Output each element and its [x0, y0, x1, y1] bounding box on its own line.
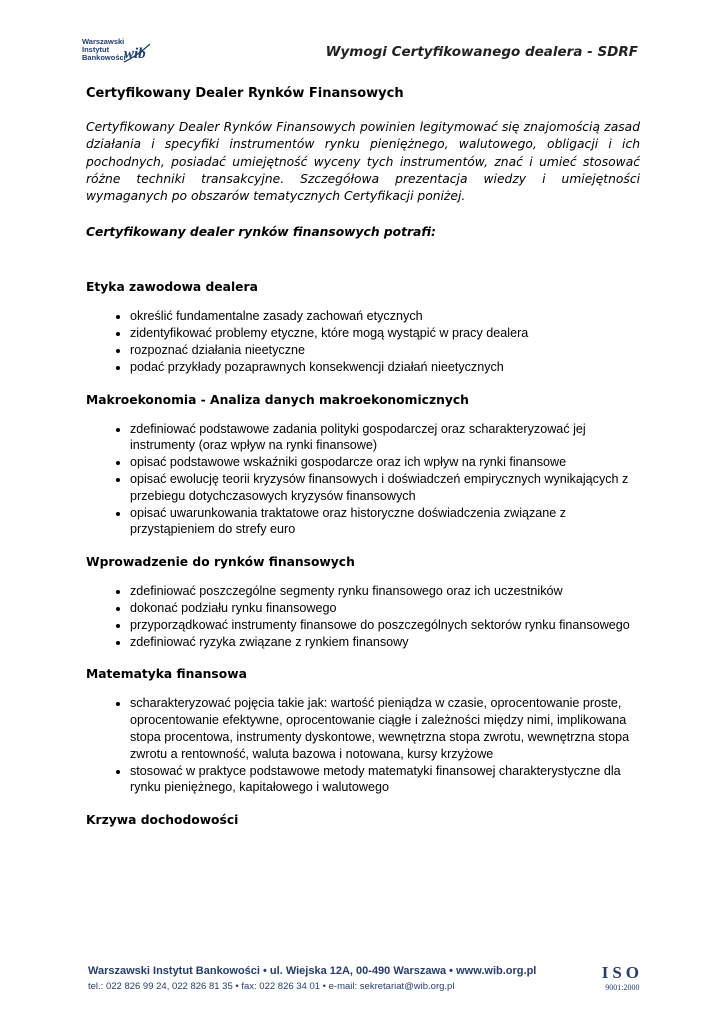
bullet-list [86, 421, 640, 539]
section-title: Etyka zawodowa dealera [86, 280, 258, 295]
logo-text [82, 38, 126, 62]
svg-text:wib: wib [124, 46, 146, 62]
iso-badge [602, 963, 643, 992]
footer-address: Warszawski Instytut Bankowości • ul. Wiejska 12A, 00-490 Warszawa • www.wib.org.pl [88, 965, 537, 977]
bullet-list [86, 695, 640, 796]
sections [86, 280, 640, 827]
section-title: Makroekonomia - Analiza danych makroekonomicznych [86, 392, 469, 407]
list-item: • dokonać podziału rynku finansowego [130, 600, 640, 617]
section-title: Krzywa dochodowości [86, 813, 239, 828]
iso-code: 9001:2000 [605, 983, 640, 992]
section-title: Matematyka finansowa [86, 667, 247, 682]
logo-line: Bankowości [82, 53, 126, 62]
list-item: • zdefiniować podstawowe zadania polityki gospodarczej oraz scharakteryzować jej instrumenty (oraz wpływ na rynki finansowe) [130, 421, 640, 455]
list-item: • zdefiniować poszczególne segmenty rynku finansowego oraz ich uczestników [130, 583, 640, 600]
list-item: • stosować w praktyce podstawowe metody matematyki finansowej charakterystyczne dla rynku pieniężnego, kapitałowego i walutowego [130, 763, 640, 797]
list-item: • opisać ewolucję teorii kryzysów finansowych i doświadczeń empirycznych wynikających z przebiegu dotychczasowych kryzysów finansowych [130, 471, 640, 505]
bullet-list [86, 308, 640, 375]
footer-contact: tel.: 022 826 99 24, 022 826 81 35 • fax: 022 826 34 01 • e-mail: sekretariat@wib.org.pl [88, 981, 455, 992]
logo-line: Instytut [82, 45, 110, 54]
can-do-heading: Certyfikowany dealer rynków finansowych potrafi: [86, 225, 436, 240]
footer [88, 963, 643, 999]
list-item: • zidentyfikować problemy etyczne, które mogą wystąpić w pracy dealera [130, 325, 640, 342]
list-item: • określić fundamentalne zasady zachowań etycznych [130, 308, 640, 325]
iso-label: ISO [601, 963, 643, 982]
list-item: • opisać podstawowe wskaźniki gospodarcze oraz ich wpływ na rynki finansowe [130, 454, 640, 471]
list-item: • zdefiniować ryzyka związane z rynkiem finansowy [130, 634, 640, 651]
bullet-list [86, 583, 640, 650]
list-item: • opisać uwarunkowania traktatowe oraz historyczne doświadczenia związane z przystąpieniem do strefy euro [130, 505, 640, 539]
section-title: Wprowadzenie do rynków finansowych [86, 555, 355, 570]
list-item: • podać przykłady pozaprawnych konsekwencji działań nieetycznych [130, 359, 640, 376]
list-item: • przyporządkować instrumenty finansowe do poszczególnych sektorów rynku finansowego [130, 617, 640, 634]
list-item: • scharakteryzować pojęcia takie jak: wartość pieniądza w czasie, oprocentowanie proste, oprocentowanie efektywne, oprocentowanie ciągłe i zależności między nimi, implikowana stopa procentowa, instrumenty dyskontowe, wewnętrzna stopa zwrotu, wewnętrzna stopa zwrotu a rentowność, waluta bazowa i notowana, kursy krzyżowe [130, 695, 640, 762]
document-body [86, 86, 640, 827]
list-item: • rozpoznać działania nieetyczne [130, 342, 640, 359]
wib-logo [82, 38, 152, 72]
logo-line: Warszawski [82, 37, 125, 46]
intro-paragraph: Certyfikowany Dealer Rynków Finansowych powinien legitymować się znajomością zasad działania i specyfiki instrumentów rynku pieniężnego, walutowego, obligacji i ich pochodnych, posiadać umiejętność wyceny tych instrumentów, znać i umieć stosować różne techniki transakcyjne. Szczegółowa prezentacja wiedzy i umiejętności wymaganych po obszarów tematycznych Certyfikacji poniżej. [86, 120, 640, 204]
main-heading: Certyfikowany Dealer Rynków Finansowych [86, 86, 404, 101]
document-title: Wymogi Certyfikowanego dealera - SDRF [325, 44, 638, 60]
wib-logo-mark-icon [122, 38, 152, 68]
